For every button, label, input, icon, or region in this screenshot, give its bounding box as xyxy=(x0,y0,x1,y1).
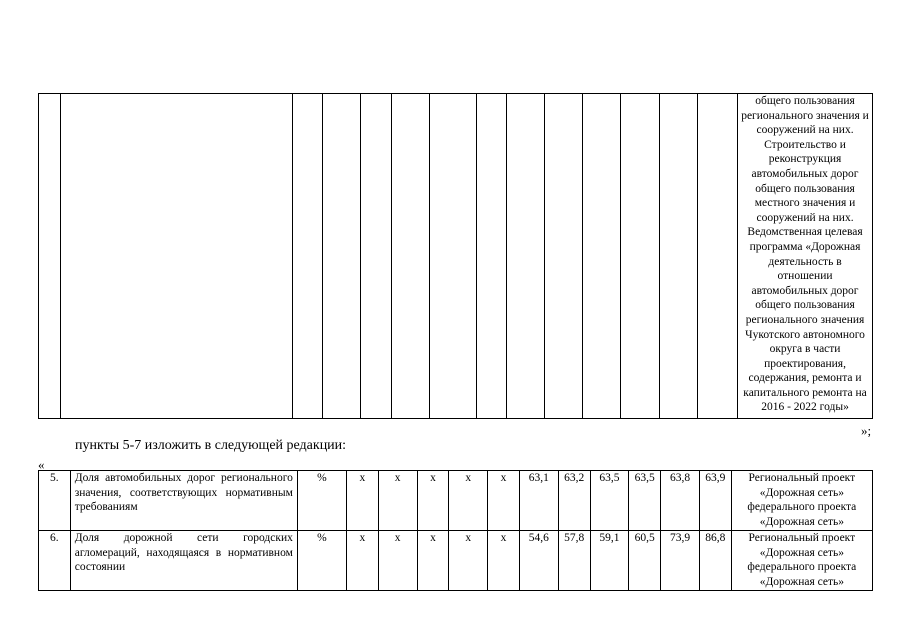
row-number: 5. xyxy=(39,471,71,531)
empty-value: х xyxy=(449,471,488,531)
empty-value: х xyxy=(347,471,379,531)
indicator-value: 54,6 xyxy=(519,531,558,591)
closing-quote: »; xyxy=(861,423,872,438)
indicator-value: 63,5 xyxy=(590,471,629,531)
table-row xyxy=(39,94,873,419)
cell xyxy=(39,94,61,419)
indicator-value: 63,1 xyxy=(519,471,558,531)
cell xyxy=(360,94,391,419)
indicator-value: 73,9 xyxy=(661,531,700,591)
cell xyxy=(322,94,360,419)
cell xyxy=(292,94,322,419)
indicators-table xyxy=(38,470,873,591)
empty-value: х xyxy=(488,471,520,531)
continuation-table xyxy=(38,93,873,419)
cell xyxy=(61,94,292,419)
row-number: 6. xyxy=(39,531,71,591)
empty-value: х xyxy=(417,531,449,591)
indicator-value: 59,1 xyxy=(590,531,629,591)
table-row xyxy=(39,471,873,531)
empty-value: х xyxy=(488,531,520,591)
indicator-value: 63,2 xyxy=(558,471,590,531)
cell xyxy=(476,94,506,419)
indicator-value: 60,5 xyxy=(629,531,661,591)
indicator-value: 63,5 xyxy=(629,471,661,531)
cell xyxy=(621,94,659,419)
cell xyxy=(544,94,582,419)
cell xyxy=(506,94,544,419)
empty-value: х xyxy=(378,531,417,591)
empty-value: х xyxy=(347,531,379,591)
cell xyxy=(697,94,737,419)
empty-value: х xyxy=(449,531,488,591)
cell xyxy=(430,94,476,419)
indicator-value: 63,8 xyxy=(661,471,700,531)
table-row xyxy=(39,531,873,591)
indicator-name: Доля автомобильных дорог регионального значения, соответствующих нормативным требованиям xyxy=(70,471,297,531)
unit: % xyxy=(297,531,346,591)
indicator-value: 86,8 xyxy=(699,531,731,591)
empty-value: х xyxy=(417,471,449,531)
cell xyxy=(392,94,430,419)
program-description: общего пользования регионального значения и сооружений на них. Строительство и реконструкция автомобильных дорог общего пользования местного значения и сооружений на них. Ведомственная целевая программа «Дорожная деятельность в отношении автомобильных дорог общего пользования регионального значения Чукотского автономного округа в части проектирования, содержания, ремонта и капитального ремонта на 2016 - 2022 годы» xyxy=(738,94,873,419)
cell xyxy=(659,94,697,419)
empty-value: х xyxy=(378,471,417,531)
unit: % xyxy=(297,471,346,531)
indicator-source: Региональный проект «Дорожная сеть» федерального проекта «Дорожная сеть» xyxy=(731,531,872,591)
indicator-source: Региональный проект «Дорожная сеть» федерального проекта «Дорожная сеть» xyxy=(731,471,872,531)
indicator-value: 57,8 xyxy=(558,531,590,591)
opening-quote: « xyxy=(38,457,45,472)
indicator-value: 63,9 xyxy=(699,471,731,531)
amendment-instruction: пункты 5-7 изложить в следующей редакции: xyxy=(75,438,347,453)
cell xyxy=(583,94,621,419)
indicator-name: Доля дорожной сети городских агломераций, находящаяся в нормативном состоянии xyxy=(70,531,297,591)
